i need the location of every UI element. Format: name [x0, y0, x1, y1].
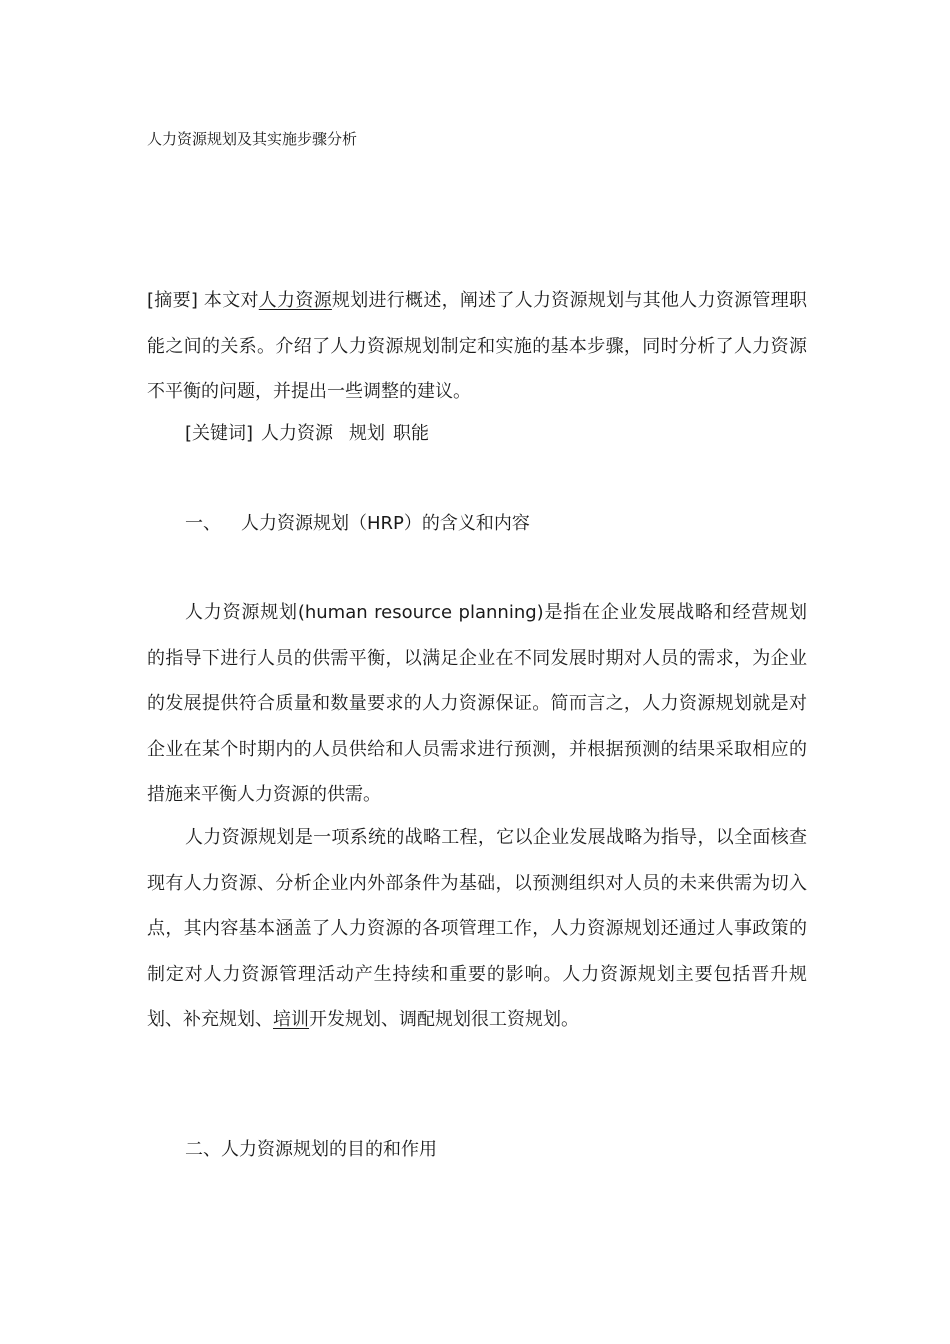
keywords-label: [关键词] — [185, 423, 254, 444]
keyword-item: 人力资源 — [261, 423, 334, 444]
abstract-paragraph — [147, 278, 807, 415]
section-1-paragraph-1: 人力资源规划(human resource planning)是指在企业发展战略和经营规划的指导下进行人员的供需平衡，以满足企业在不同发展时期对人员的需求，为企业的发展提供符合质量和数量要求的人力资源保证。简而言之，人力资源规划就是对企业在某个时期内的人员供给和人员需求进行预测，并根据预测的结果采取相应的措施来平衡人力资源的供需。 — [147, 602, 807, 805]
section-1-number: 一、 — [185, 513, 221, 534]
section-1-paragraph-2 — [147, 815, 807, 1043]
section-2-heading: 二、人力资源规划的目的和作用 — [185, 1139, 437, 1160]
document-title: 人力资源规划及其实施步骤分析 — [147, 130, 358, 148]
abstract-label: [摘要] — [147, 290, 198, 311]
abstract-text-rest: 规划进行概述，阐述了人力资源规划与其他人力资源管理职能之间的关系。介绍了人力资源规划制定和实施的基本步骤，同时分析了人力资源不平衡的问题，并提出一些调整的建议。 — [147, 290, 807, 402]
paragraph-2-text-rest: 开发规划、调配规划很工资规划。 — [309, 1009, 579, 1030]
abstract-text-start: 本文对 — [197, 290, 259, 311]
paragraph-2-text-start: 人力资源规划是一项系统的战略工程，它以企业发展战略为指导，以全面核查现有人力资源、分析企业内外部条件为基础，以预测组织对人员的未来供需为切入点，其内容基本涵盖了人力资源的各项管理工作，人力资源规划还通过人事政策的制定对人力资源管理活动产生持续和重要的影响。人力资源规划主要包括晋升规划、补充规划、 — [147, 827, 807, 1030]
hr-link[interactable]: 人力资源 — [258, 290, 332, 311]
keywords-line — [147, 411, 807, 457]
section-1-title: 人力资源规划（HRP）的含义和内容 — [241, 513, 530, 534]
training-link[interactable]: 培训 — [273, 1009, 309, 1030]
section-1-heading — [147, 501, 807, 547]
keyword-item: 职能 — [393, 423, 430, 444]
keyword-item: 规划 — [349, 423, 386, 444]
